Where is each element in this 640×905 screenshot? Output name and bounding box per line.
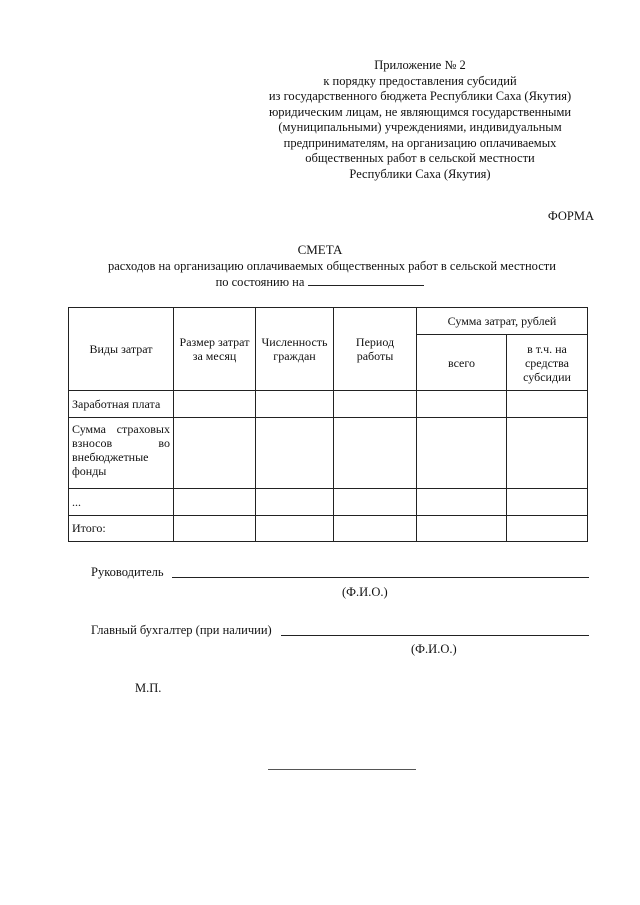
appendix-line: предпринимателям, на организацию оплачиваемых bbox=[283, 135, 557, 150]
row-label: ... bbox=[69, 489, 174, 516]
table-cell[interactable] bbox=[256, 489, 334, 516]
table-cell[interactable] bbox=[334, 418, 417, 489]
table-cell[interactable] bbox=[256, 516, 334, 542]
appendix-line: юридическим лицам, не являющимся государственными bbox=[268, 104, 572, 119]
accountant-label: Главный бухгалтер (при наличии) bbox=[91, 623, 272, 637]
table-row bbox=[69, 489, 588, 516]
head-name-caption: (Ф.И.О.) bbox=[342, 585, 388, 599]
header-cost-sum: Сумма затрат, рублей bbox=[417, 308, 588, 335]
estimate-subtitle: расходов на организацию оплачиваемых общественных работ в сельской местности bbox=[108, 259, 556, 273]
header-total: всего bbox=[417, 335, 507, 391]
form-label: ФОРМА bbox=[547, 209, 594, 223]
header-subsidy-share: в т.ч. на средства субсидии bbox=[507, 335, 588, 391]
head-label: Руководитель bbox=[91, 565, 164, 579]
table-cell[interactable] bbox=[334, 391, 417, 418]
estimate-date-label: по состоянию на bbox=[215, 275, 305, 289]
appendix-line: Приложение № 2 bbox=[374, 58, 466, 72]
header-citizen-count: Численность граждан bbox=[256, 308, 334, 391]
estimate-table bbox=[68, 307, 588, 542]
table-cell[interactable] bbox=[256, 418, 334, 489]
table-cell[interactable] bbox=[334, 516, 417, 542]
accountant-name-caption: (Ф.И.О.) bbox=[411, 642, 457, 656]
table-cell[interactable] bbox=[507, 418, 588, 489]
table-cell[interactable] bbox=[334, 489, 417, 516]
table-cell[interactable] bbox=[417, 489, 507, 516]
table-cell[interactable] bbox=[417, 418, 507, 489]
stamp-place: М.П. bbox=[135, 681, 162, 695]
table-cell[interactable] bbox=[174, 489, 256, 516]
table-cell[interactable] bbox=[256, 391, 334, 418]
appendix-line: из государственного бюджета Республики Саха (Якутия) bbox=[268, 89, 572, 103]
table-cell[interactable] bbox=[417, 516, 507, 542]
table-cell[interactable] bbox=[507, 516, 588, 542]
table-cell[interactable] bbox=[507, 489, 588, 516]
table-row bbox=[69, 391, 588, 418]
estimate-title: СМЕТА bbox=[297, 242, 343, 257]
appendix-line: общественных работ в сельской местности bbox=[305, 151, 535, 165]
appendix-line: к порядку предоставления субсидий bbox=[323, 73, 517, 88]
accountant-signature-line[interactable] bbox=[281, 635, 589, 636]
table-row bbox=[69, 418, 588, 489]
head-signature-line[interactable] bbox=[172, 577, 589, 578]
date-blank-line[interactable] bbox=[308, 274, 424, 286]
row-label: Итого: bbox=[69, 516, 174, 542]
table-cell[interactable] bbox=[417, 391, 507, 418]
header-cost-type: Виды затрат bbox=[69, 308, 174, 391]
header-work-period: Период работы bbox=[334, 308, 417, 391]
header-monthly-amount: Размер затрат за месяц bbox=[174, 308, 256, 391]
appendix-block bbox=[250, 58, 590, 182]
footnote-divider bbox=[268, 769, 416, 770]
appendix-line: (муниципальными) учреждениями, индивидуальным bbox=[278, 120, 562, 134]
table-cell[interactable] bbox=[174, 391, 256, 418]
estimate-date-row bbox=[0, 274, 640, 290]
table-cell[interactable] bbox=[507, 391, 588, 418]
table-row bbox=[69, 516, 588, 542]
row-label: Заработная плата bbox=[69, 391, 174, 418]
table-cell[interactable] bbox=[174, 516, 256, 542]
appendix-line: Республики Саха (Якутия) bbox=[349, 166, 491, 181]
row-label: Сумма страховых взносов во внебюджетные фонды bbox=[69, 418, 174, 489]
table-cell[interactable] bbox=[174, 418, 256, 489]
